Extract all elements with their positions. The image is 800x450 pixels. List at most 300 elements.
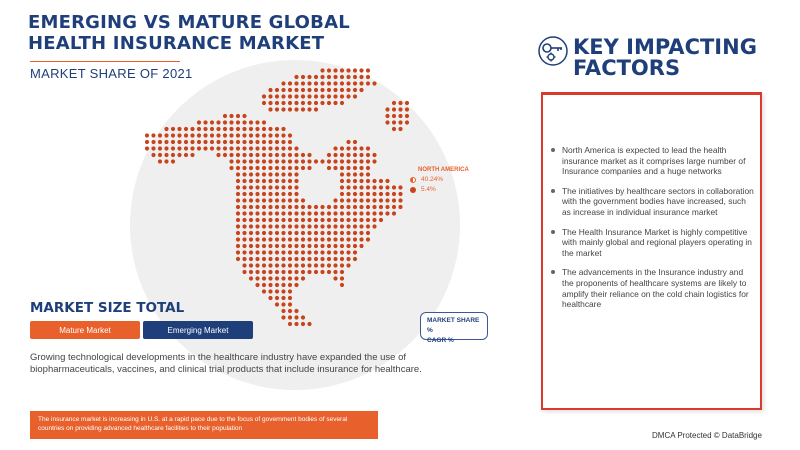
map-dot [275, 140, 279, 144]
map-dot [288, 263, 292, 267]
map-dot [346, 211, 350, 215]
map-dot [327, 166, 331, 170]
map-dot [288, 166, 292, 170]
map-dot [353, 185, 357, 189]
map-dot [294, 88, 298, 92]
map-dot [262, 263, 266, 267]
map-dot [301, 276, 305, 280]
map-dot [333, 198, 337, 202]
map-dot [366, 237, 370, 241]
map-dot [353, 68, 357, 72]
map-dot [379, 192, 383, 196]
map-dot [268, 146, 272, 150]
map-dot [242, 192, 246, 196]
map-dot [275, 159, 279, 163]
map-dot [314, 88, 318, 92]
map-dot [275, 179, 279, 183]
map-dot [346, 94, 350, 98]
map-dot [249, 257, 253, 261]
list-item [551, 227, 757, 259]
map-dot [203, 120, 207, 124]
map-dot [307, 218, 311, 222]
map-dot [372, 205, 376, 209]
map-dot [281, 166, 285, 170]
map-dot [385, 185, 389, 189]
map-dot [294, 192, 298, 196]
map-dot [288, 270, 292, 274]
map-dot [242, 244, 246, 248]
map-dot [190, 127, 194, 131]
map-dot [294, 179, 298, 183]
map-dot [275, 244, 279, 248]
map-dot [242, 172, 246, 176]
map-dot [333, 211, 337, 215]
map-dot [262, 283, 266, 287]
map-dot [236, 179, 240, 183]
map-dot [301, 270, 305, 274]
map-dot [366, 205, 370, 209]
map-dot [366, 198, 370, 202]
map-dot [151, 140, 155, 144]
map-dot [268, 263, 272, 267]
map-dot [301, 75, 305, 79]
map-dot [307, 263, 311, 267]
map-dot [307, 94, 311, 98]
map-dot [177, 153, 181, 157]
map-dot [294, 107, 298, 111]
map-dot [216, 140, 220, 144]
map-dot [210, 146, 214, 150]
map-dot [372, 192, 376, 196]
map-dot [288, 244, 292, 248]
map-dot [288, 315, 292, 319]
key-factors-panel [541, 92, 762, 410]
map-dot [281, 107, 285, 111]
map-dot [314, 263, 318, 267]
map-dot [327, 88, 331, 92]
map-dot [327, 263, 331, 267]
map-dot [353, 211, 357, 215]
map-dot [333, 224, 337, 228]
map-dot [255, 127, 259, 131]
map-dot [288, 198, 292, 202]
map-dot [164, 140, 168, 144]
map-dot [255, 250, 259, 254]
map-dot [262, 133, 266, 137]
map-dot [294, 81, 298, 85]
map-dot [275, 153, 279, 157]
map-dot [242, 153, 246, 157]
map-dot [366, 75, 370, 79]
map-dot [320, 257, 324, 261]
map-dot [268, 159, 272, 163]
map-dot [236, 153, 240, 157]
dmca-watermark: DMCA Protected © DataBridge [652, 431, 762, 440]
map-dot [249, 146, 253, 150]
list-item [551, 186, 757, 218]
map-dot [314, 231, 318, 235]
map-dot [184, 153, 188, 157]
emerging-market-button[interactable]: Emerging Market [143, 321, 253, 339]
map-dot [307, 159, 311, 163]
map-dot [281, 205, 285, 209]
map-dot [249, 231, 253, 235]
map-dot [242, 211, 246, 215]
map-dot [164, 159, 168, 163]
map-dot [372, 198, 376, 202]
map-dot [288, 192, 292, 196]
map-dot [392, 101, 396, 105]
map-dot [307, 231, 311, 235]
map-dot [359, 231, 363, 235]
map-dot [242, 133, 246, 137]
map-dot [275, 224, 279, 228]
map-dot [171, 153, 175, 157]
map-dot [307, 322, 311, 326]
map-dot [301, 107, 305, 111]
list-item [551, 145, 757, 177]
map-dot [340, 192, 344, 196]
map-dot [229, 114, 233, 118]
map-dot [262, 270, 266, 274]
map-dot [281, 237, 285, 241]
map-dot [385, 192, 389, 196]
map-dot [353, 172, 357, 176]
map-dot [340, 211, 344, 215]
map-dot [385, 198, 389, 202]
map-dot [398, 205, 402, 209]
map-dot [249, 140, 253, 144]
map-dot [392, 107, 396, 111]
map-dot [236, 172, 240, 176]
map-dot [340, 198, 344, 202]
legend-market-share-value: 40.24% [421, 176, 444, 183]
map-dot [268, 211, 272, 215]
map-dot [249, 218, 253, 222]
map-dot [398, 198, 402, 202]
map-dot [164, 146, 168, 150]
map-dot [158, 133, 162, 137]
map-dot [210, 120, 214, 124]
map-dot [288, 172, 292, 176]
footer-note: The insurance market is increasing in U.S. at a rapid pace due to the focus of government bodies of several countries on providing advanced healthcare facilities to their population [30, 411, 378, 439]
map-dot [281, 192, 285, 196]
map-dot [249, 166, 253, 170]
map-dot [340, 166, 344, 170]
map-dot [333, 263, 337, 267]
map-dot [288, 257, 292, 261]
map-dot [294, 257, 298, 261]
map-dot [210, 133, 214, 137]
map-dot [359, 75, 363, 79]
map-dot [294, 218, 298, 222]
map-dot [203, 140, 207, 144]
map-dot [151, 146, 155, 150]
map-dot [262, 185, 266, 189]
map-dot [242, 166, 246, 170]
map-dot [346, 257, 350, 261]
map-dot [268, 289, 272, 293]
map-dot [314, 224, 318, 228]
map-dot [327, 94, 331, 98]
map-dot [340, 250, 344, 254]
map-dot [340, 276, 344, 280]
map-dot [236, 159, 240, 163]
map-dot [294, 244, 298, 248]
map-dot [294, 283, 298, 287]
map-dot [262, 146, 266, 150]
map-dot [359, 88, 363, 92]
map-dot [275, 166, 279, 170]
map-dot [301, 166, 305, 170]
map-dot [203, 146, 207, 150]
map-dot [353, 146, 357, 150]
map-dot [262, 120, 266, 124]
map-dot [366, 166, 370, 170]
map-dot [262, 257, 266, 261]
bullet-icon [551, 148, 555, 152]
map-dot [320, 94, 324, 98]
map-dot [229, 127, 233, 131]
map-dot [281, 270, 285, 274]
map-dot [236, 166, 240, 170]
map-dot [340, 101, 344, 105]
map-dot [307, 153, 311, 157]
map-dot [327, 237, 331, 241]
map-dot [327, 81, 331, 85]
map-dot [242, 231, 246, 235]
map-dot [262, 244, 266, 248]
map-dot [249, 159, 253, 163]
map-dot [281, 153, 285, 157]
map-dot [281, 283, 285, 287]
map-dot [346, 192, 350, 196]
map-dot [301, 322, 305, 326]
map-dot [340, 231, 344, 235]
map-dot [359, 172, 363, 176]
map-dot [288, 296, 292, 300]
map-dot [242, 263, 246, 267]
map-dot [340, 172, 344, 176]
map-dot [294, 198, 298, 202]
map-dot [372, 211, 376, 215]
map-dot [398, 120, 402, 124]
map-dot [275, 218, 279, 222]
map-dot [327, 153, 331, 157]
map-dot [223, 146, 227, 150]
map-dot [346, 218, 350, 222]
map-dot [314, 205, 318, 209]
map-dot [320, 68, 324, 72]
map-dot [366, 68, 370, 72]
map-dot [229, 120, 233, 124]
map-dot [288, 309, 292, 313]
map-dot [353, 237, 357, 241]
map-dot [333, 166, 337, 170]
map-dot [288, 205, 292, 209]
map-dot [359, 244, 363, 248]
map-dot [236, 211, 240, 215]
page-title: EMERGING VS MATURE GLOBAL HEALTH INSURANCE MARKET [28, 12, 350, 54]
map-dot [346, 68, 350, 72]
map-dot [301, 81, 305, 85]
map-dot [307, 88, 311, 92]
map-dot [346, 231, 350, 235]
map-dot [255, 198, 259, 202]
map-dot [275, 237, 279, 241]
map-dot [262, 211, 266, 215]
map-dot [301, 198, 305, 202]
map-dot [294, 224, 298, 228]
map-dot [281, 94, 285, 98]
map-dot [288, 146, 292, 150]
map-dot [164, 153, 168, 157]
map-dot [268, 276, 272, 280]
map-dot [281, 263, 285, 267]
map-dot [158, 140, 162, 144]
map-dot [320, 237, 324, 241]
map-dot [314, 211, 318, 215]
map-dot [275, 296, 279, 300]
map-dot [171, 133, 175, 137]
map-dot [333, 88, 337, 92]
map-dot [268, 166, 272, 170]
map-dot [333, 101, 337, 105]
map-dot [392, 198, 396, 202]
map-dot [255, 192, 259, 196]
map-dot [255, 133, 259, 137]
map-dot [281, 309, 285, 313]
map-dot [171, 159, 175, 163]
map-dot [340, 205, 344, 209]
map-dot [379, 205, 383, 209]
map-dot [255, 276, 259, 280]
map-dot [236, 192, 240, 196]
map-dot [333, 237, 337, 241]
map-dot [151, 153, 155, 157]
map-dot [249, 153, 253, 157]
map-dot [301, 218, 305, 222]
map-dot [255, 140, 259, 144]
map-dot [255, 283, 259, 287]
factor-text: The initiatives by healthcare sectors in collaboration with the government bodies have increased, such as increase in individual insurance market [562, 185, 754, 217]
map-dot [353, 153, 357, 157]
map-dot [255, 270, 259, 274]
map-dot [333, 270, 337, 274]
map-dot [392, 120, 396, 124]
map-dot [268, 237, 272, 241]
map-dot [301, 257, 305, 261]
map-dot [242, 218, 246, 222]
key-factors-title-line1: KEY IMPACTING [573, 35, 757, 59]
map-dot [340, 153, 344, 157]
map-dot [275, 185, 279, 189]
map-dot [333, 250, 337, 254]
map-dot [333, 218, 337, 222]
map-dot [320, 88, 324, 92]
map-dot [314, 270, 318, 274]
map-dot [236, 257, 240, 261]
map-dot [366, 172, 370, 176]
map-dot [346, 224, 350, 228]
map-dot [392, 114, 396, 118]
map-dot [346, 159, 350, 163]
map-dot [268, 127, 272, 131]
map-dot [268, 94, 272, 98]
map-dot [398, 114, 402, 118]
map-dot [385, 114, 389, 118]
map-dot [275, 205, 279, 209]
map-dot [301, 205, 305, 209]
map-dot [301, 315, 305, 319]
map-dot [249, 250, 253, 254]
page-subtitle: MARKET SHARE OF 2021 [30, 66, 193, 81]
factor-text: North America is expected to lead the health insurance market as it comprises large number of Insurance companies and a huge networks [562, 145, 746, 177]
map-dot [320, 250, 324, 254]
map-dot [340, 283, 344, 287]
map-dot [275, 289, 279, 293]
map-dot [333, 75, 337, 79]
mature-market-button[interactable]: Mature Market [30, 321, 140, 339]
map-dot [294, 211, 298, 215]
map-dot [275, 302, 279, 306]
map-dot [333, 94, 337, 98]
map-dot [366, 224, 370, 228]
map-dot [359, 81, 363, 85]
map-dot [307, 166, 311, 170]
legend-market-share [410, 176, 443, 183]
map-dot [281, 315, 285, 319]
map-dot [353, 159, 357, 163]
map-dot [249, 172, 253, 176]
map-dot [262, 166, 266, 170]
map-dot [249, 120, 253, 124]
map-dot [268, 153, 272, 157]
map-dot [262, 218, 266, 222]
map-dot [398, 192, 402, 196]
map-dot [340, 237, 344, 241]
map-dot [268, 192, 272, 196]
map-dot [281, 296, 285, 300]
map-dot [236, 146, 240, 150]
map-dot [346, 185, 350, 189]
map-dot [327, 257, 331, 261]
map-dot [294, 205, 298, 209]
map-dot [346, 250, 350, 254]
map-dot [268, 107, 272, 111]
map-dot [294, 270, 298, 274]
map-dot [281, 185, 285, 189]
map-dot [236, 244, 240, 248]
map-dot [262, 231, 266, 235]
map-dot [281, 302, 285, 306]
map-dot [320, 75, 324, 79]
map-dot [385, 107, 389, 111]
map-dot [262, 224, 266, 228]
map-dot [340, 179, 344, 183]
map-dot [353, 88, 357, 92]
legend-cagr-value: 5.4% [421, 186, 436, 193]
map-dot [255, 231, 259, 235]
map-dot [314, 218, 318, 222]
map-dot [327, 211, 331, 215]
map-dot [359, 159, 363, 163]
map-dot [346, 244, 350, 248]
map-dot [242, 224, 246, 228]
map-dot [145, 140, 149, 144]
map-dot [301, 231, 305, 235]
map-dot [275, 146, 279, 150]
